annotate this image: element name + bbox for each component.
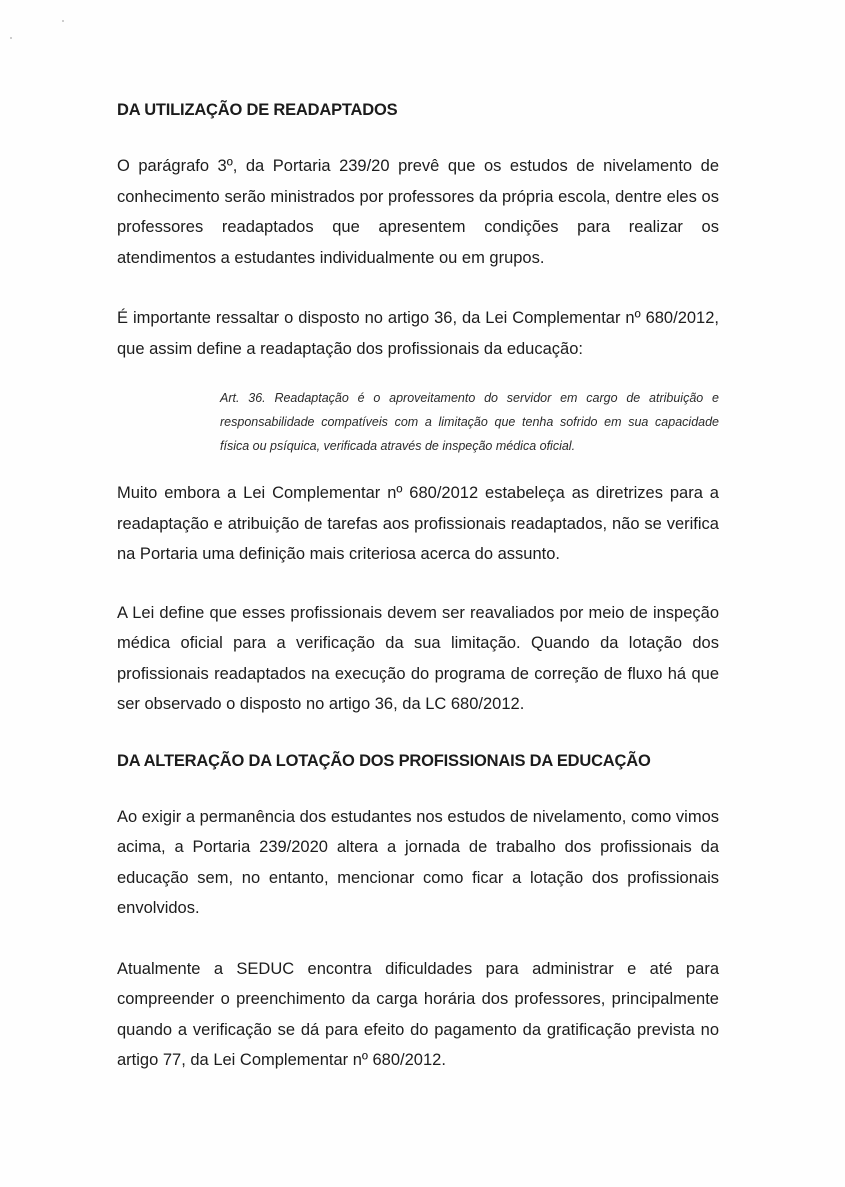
paragraph: Muito embora a Lei Complementar nº 680/2012 estabeleça as diretrizes para a readaptação e atribuição de tarefas aos profissionais readaptados, não se verifica na Portaria uma definição mais criteriosa acerca do assunto.	[117, 484, 719, 563]
document-body	[117, 99, 719, 1076]
paragraph: A Lei define que esses profissionais devem ser reavaliados por meio de inspeção médica oficial para a verificação da sua limitação. Quando da lotação dos profissionais readaptados na execução do programa de correção de fluxo há que ser observado o disposto no artigo 36, da LC 680/2012.	[117, 603, 719, 713]
paragraph: Atualmente a SEDUC encontra dificuldades para administrar e até para compreender o preenchimento da carga horária dos professores, principalmente quando a verificação se dá para efeito do pagamento da gratificação prevista no artigo 77, da Lei Complementar nº 680/2012.	[117, 959, 719, 1069]
paragraph: Ao exigir a permanência dos estudantes nos estudos de nivelamento, como vimos acima, a Portaria 239/2020 altera a jornada de trabalho dos profissionais da educação sem, no entanto, mencionar como ficar a lotação dos profissionais envolvidos.	[117, 807, 719, 917]
section-heading-lotacao: DA ALTERAÇÃO DA LOTAÇÃO DOS PROFISSIONAIS DA EDUCAÇÃO	[117, 751, 651, 770]
scan-speck	[62, 20, 64, 22]
scan-speck	[10, 37, 12, 39]
paragraph: O parágrafo 3º, da Portaria 239/20 prevê que os estudos de nivelamento de conhecimento serão ministrados por professores da própria escola, dentre eles os professores readaptados que apresentem condições para realizar os atendimentos a estudantes individualmente ou em grupos.	[117, 157, 719, 267]
legal-quote: Art. 36. Readaptação é o aproveitamento do servidor em cargo de atribuição e responsabilidade compatíveis com a limitação que tenha sofrido em sua capacidade física ou psíquica, verificada através de inspeção médica oficial.	[220, 391, 719, 453]
section-heading-readaptados: DA UTILIZAÇÃO DE READAPTADOS	[117, 101, 398, 119]
paragraph: É importante ressaltar o disposto no artigo 36, da Lei Complementar nº 680/2012, que assim define a readaptação dos profissionais da educação:	[117, 309, 719, 358]
